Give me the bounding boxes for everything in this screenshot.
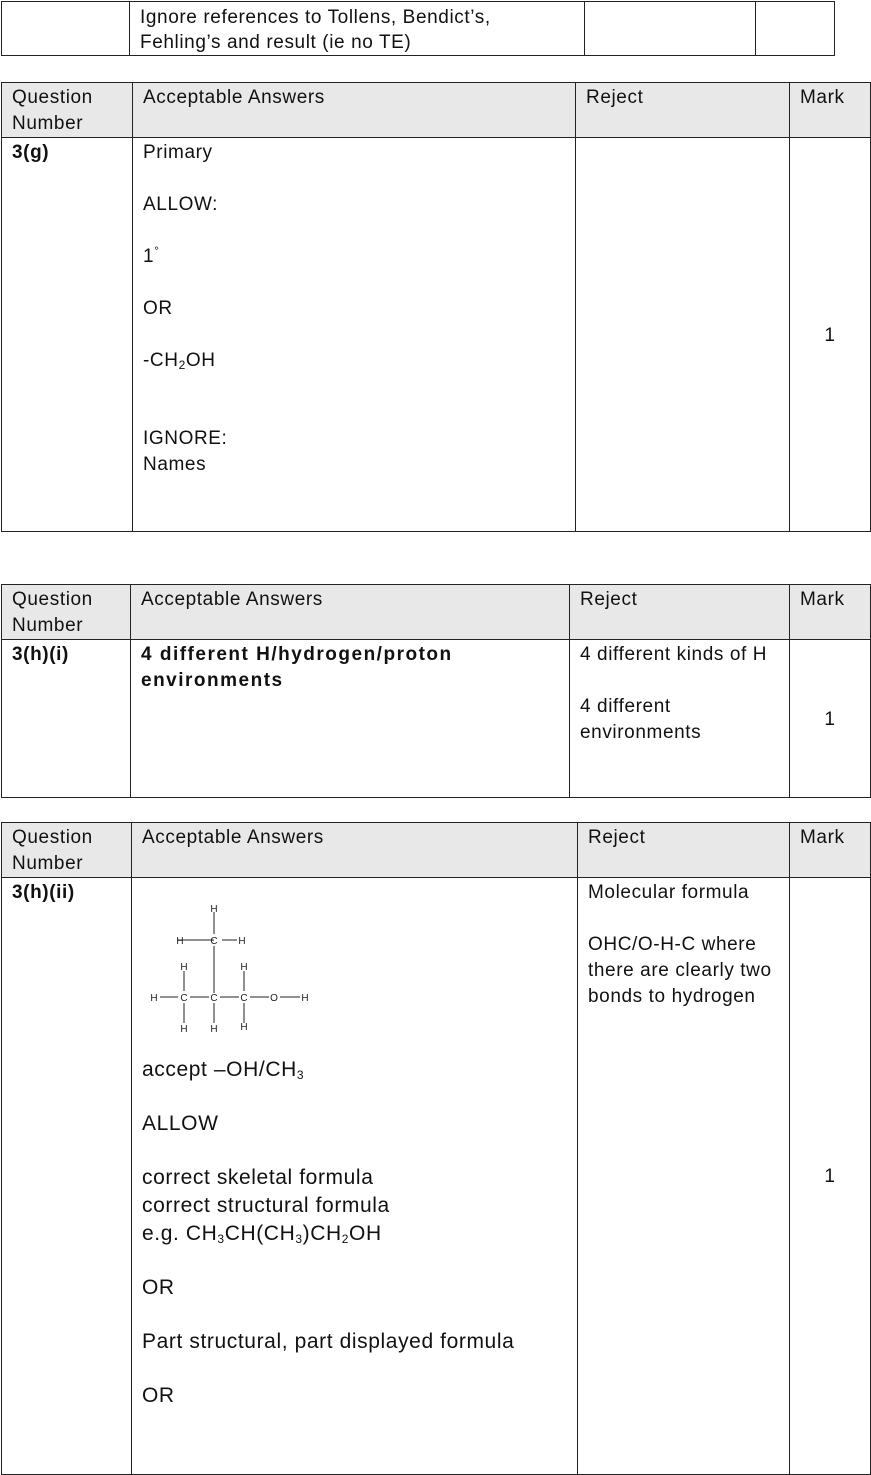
header-question-number: Question Number [2,585,131,640]
mark-cell: 1 [790,878,871,1475]
atom-h: H [240,962,248,973]
header-acceptable-answers: Acceptable Answers [132,823,578,878]
top-fragment-table [1,1,835,56]
table-3g [1,82,871,532]
atom-h: H [180,1024,188,1035]
empty-cell [585,2,756,56]
header-reject: Reject [578,823,790,878]
atom-h: H [210,1024,218,1035]
answer-example: e.g. $CH_3CH(CH_3)CH_2OH$ [142,1222,382,1246]
header-mark: Mark [790,823,871,878]
mark-cell: 1 [790,640,871,798]
atom-h: H [240,1022,248,1033]
reject-cell [570,640,790,798]
answer-skeletal: correct skeletal formula [142,1166,374,1189]
atom-h: H [176,936,184,947]
acceptable-answers-cell [132,878,578,1475]
answer-accept: accept $-OH/CH_3$ [142,1058,305,1082]
header-mark: Mark [790,585,871,640]
reject-cell [576,138,790,532]
answer-names: Names [143,454,207,475]
answer-or: OR [143,298,173,319]
reject-item: OHC/O-H-C where there are clearly two bonds to hydrogen [588,934,772,1007]
atom-c: C [240,993,248,1004]
atom-h: H [180,962,188,973]
answer-or: OR [142,1276,175,1299]
header-question-number: Question Number [2,83,133,138]
atom-o: O [270,993,278,1004]
header-mark: Mark [790,83,871,138]
reject-cell [578,878,790,1475]
header-acceptable-answers: Acceptable Answers [131,585,570,640]
atom-h: H [210,904,218,915]
answer-ignore: IGNORE: [143,428,228,449]
reject-item: 4 different kinds of H [580,644,768,665]
header-reject: Reject [576,83,790,138]
top-fragment-text: Ignore references to Tollens, Bendict’s, Fehling’s and result (ie no TE) [130,2,585,56]
mark-cell: 1 [790,138,871,532]
answer-allow: ALLOW: [143,194,219,215]
empty-cell [756,2,835,56]
atom-h: H [150,993,158,1004]
answer-structural: correct structural formula [142,1194,390,1217]
acceptable-answer: 4 different H/hydrogen/proton environments [131,640,570,798]
atom-h: H [301,993,309,1004]
answer-part-structural: Part structural, part displayed formula [142,1330,515,1353]
answer-allow: ALLOW [142,1112,219,1135]
question-number: 3(g) [2,138,133,532]
atom-h: H [238,936,246,947]
header-question-number: Question Number [2,823,132,878]
answer-one-degree: 1° [143,243,160,267]
answer-primary: Primary [143,142,213,163]
table-3hii [1,822,871,1475]
empty-cell [2,2,130,56]
table-3hi [1,584,871,798]
displayed-formula-structure [142,896,322,1036]
header-reject: Reject [570,585,790,640]
atom-c: C [180,993,188,1004]
reject-item: Molecular formula [588,882,750,903]
answer-or: OR [142,1384,175,1407]
reject-item: 4 different environments [580,696,702,743]
atom-c: C [210,936,218,947]
atom-c: C [210,993,218,1004]
answer-ch2oh: $-CH_2OH$ [143,350,216,372]
acceptable-answers-cell [133,138,576,532]
header-acceptable-answers: Acceptable Answers [133,83,576,138]
question-number: 3(h)(i) [2,640,131,798]
question-number: 3(h)(ii) [2,878,132,1475]
